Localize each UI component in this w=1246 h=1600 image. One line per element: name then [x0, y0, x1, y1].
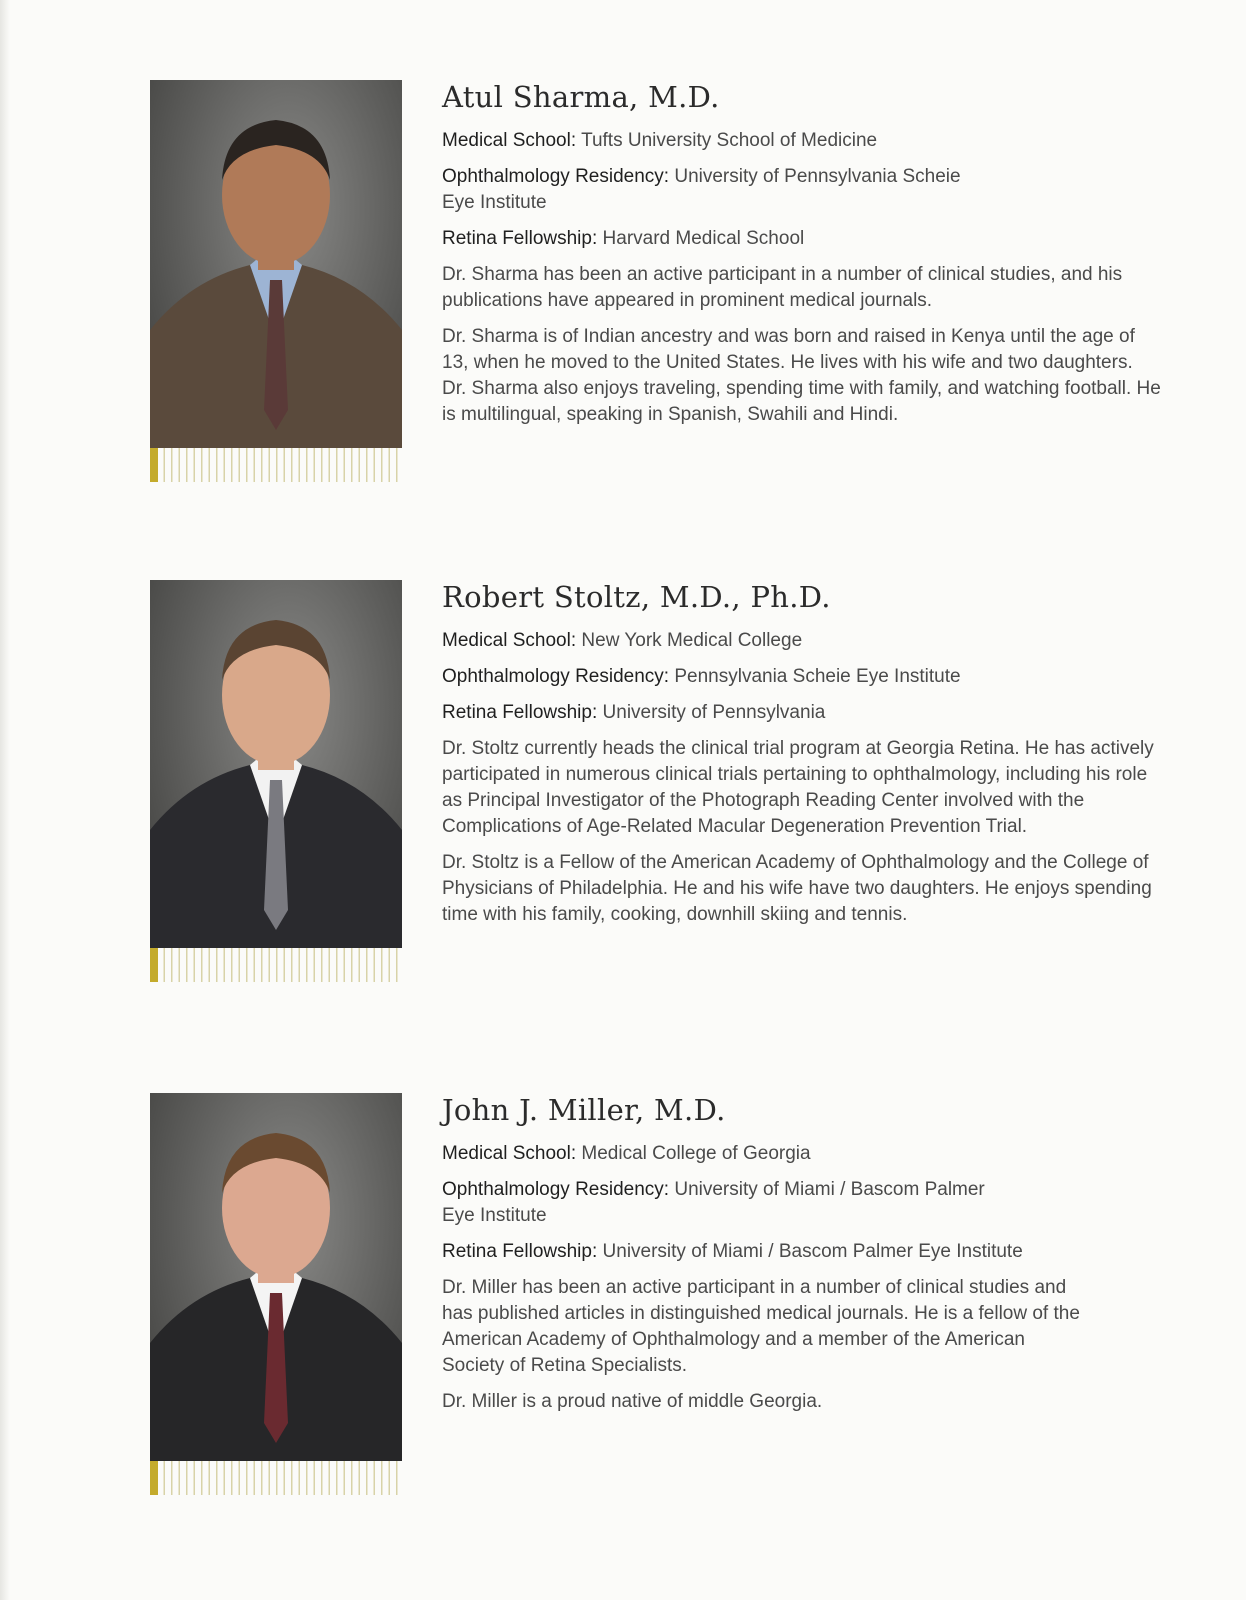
medical-school-value: Tufts University School of Medicine — [581, 130, 878, 151]
bio-paragraph: Dr. Sharma is of Indian ancestry and was born and raised in Kenya until the age of 13, when he moved to the United States. He lives with his wife and two daughters. Dr. Sharma also enjoys traveling, spending time with family, and watching football. He is multilingual, speaking in Spanish, Swahili and Hindi. — [442, 326, 1161, 425]
residency-label: Ophthalmology Residency: — [442, 166, 670, 187]
residency — [442, 1177, 1162, 1229]
residency-label: Ophthalmology Residency: — [442, 1179, 670, 1200]
portrait-photo — [150, 580, 402, 948]
photo-column — [150, 80, 402, 482]
portrait-photo — [150, 80, 402, 448]
portrait-photo — [150, 1093, 402, 1461]
residency-label: Ophthalmology Residency: — [442, 666, 670, 687]
gold-stripe-bar — [150, 448, 402, 482]
bio-text — [442, 1093, 1162, 1425]
bio-paragraph: Dr. Sharma has been an active participant in a number of clinical studies, and his publications have appeared in prominent medical journals. — [442, 264, 1123, 311]
fellowship — [442, 226, 1162, 252]
fellowship-label: Retina Fellowship: — [442, 702, 598, 723]
residency-value-line1: University of Miami / Bascom Palmer — [674, 1179, 985, 1200]
medical-school-label: Medical School: — [442, 630, 577, 651]
residency-value-line1: University of Pennsylvania Scheie — [674, 166, 961, 187]
medical-school-value: Medical College of Georgia — [581, 1143, 811, 1164]
residency — [442, 664, 1162, 690]
residency-value-line1: Pennsylvania Scheie Eye Institute — [674, 666, 961, 687]
medical-school-label: Medical School: — [442, 1143, 577, 1164]
fellowship-value: University of Pennsylvania — [602, 702, 826, 723]
bio-paragraph: Dr. Miller has been an active participant in a number of clinical studies and has published articles in distinguished medical journals. He is a fellow of the American Academy of Ophthalmology and a member of the American Society of Retina Specialists. — [442, 1277, 1080, 1376]
residency — [442, 164, 1162, 216]
bio-paragraph: Dr. Miller is a proud native of middle Georgia. — [442, 1391, 823, 1412]
bio-paragraph: Dr. Stoltz currently heads the clinical trial program at Georgia Retina. He has actively participated in numerous clinical trials pertaining to ophthalmology, including his role as Principal Investigator of the Photograph Reading Center involved with the Complications of Age-Related Macular Degeneration Prevention Trial. — [442, 738, 1154, 837]
fellowship-value: University of Miami / Bascom Palmer Eye Institute — [602, 1241, 1023, 1262]
medical-school — [442, 128, 1162, 154]
medical-school — [442, 1141, 1162, 1167]
medical-school-value: New York Medical College — [581, 630, 803, 651]
fellowship — [442, 1239, 1162, 1265]
residency-value-line2: Eye Institute — [442, 1205, 547, 1226]
photo-column — [150, 1093, 402, 1495]
page-edge-shadow — [0, 0, 10, 1600]
bio-text — [442, 580, 1162, 938]
doctor-name: Robert Stoltz, M.D., Ph.D. — [442, 580, 831, 614]
fellowship-label: Retina Fellowship: — [442, 1241, 598, 1262]
bio-paragraph: Dr. Stoltz is a Fellow of the American Academy of Ophthalmology and the College of Physicians of Philadelphia. He and his wife have two daughters. He enjoys spending time with his family, cooking, downhill skiing and tennis. — [442, 852, 1152, 925]
medical-school-label: Medical School: — [442, 130, 577, 151]
bio-text — [442, 80, 1162, 438]
fellowship-value: Harvard Medical School — [602, 228, 805, 249]
photo-column — [150, 580, 402, 982]
portrait-illustration — [150, 1093, 402, 1461]
fellowship — [442, 700, 1162, 726]
fellowship-label: Retina Fellowship: — [442, 228, 598, 249]
doctor-name: John J. Miller, M.D. — [442, 1093, 726, 1127]
residency-value-line2: Eye Institute — [442, 192, 547, 213]
doctor-name: Atul Sharma, M.D. — [442, 80, 720, 114]
portrait-illustration — [150, 80, 402, 448]
gold-stripe-bar — [150, 948, 402, 982]
portrait-illustration — [150, 580, 402, 948]
medical-school — [442, 628, 1162, 654]
gold-stripe-bar — [150, 1461, 402, 1495]
